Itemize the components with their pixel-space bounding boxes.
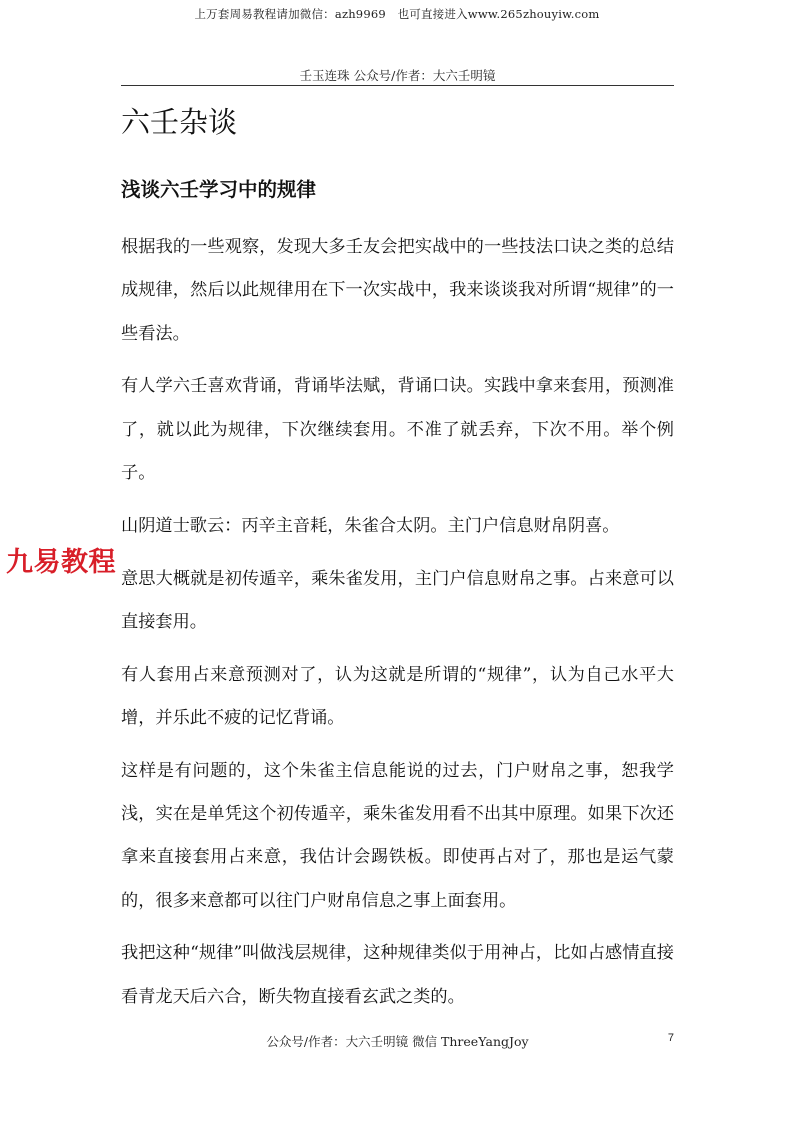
header-rule <box>121 85 674 86</box>
running-head: 壬玉连珠 公众号/作者：大六壬明镜 <box>299 68 496 83</box>
body-text <box>121 226 674 1029</box>
section-heading: 浅谈六壬学习中的规律 <box>121 178 317 201</box>
paragraph: 有人套用占来意预测对了，认为这就是所谓的“规律”，认为自己水平大增，并乐此不疲的记忆背诵。 <box>121 664 674 728</box>
page-number: 7 <box>667 1032 674 1044</box>
paragraph: 这样是有问题的，这个朱雀主信息能说的过去，门户财帛之事，恕我学浅，实在是单凭这个初传遁辛，乘朱雀发用看不出其中原理。如果下次还拿来直接套用占来意，我估计会踢铁板。即使再占对了，那也是运气蒙的，很多来意都可以往门户财帛信息之事上面套用。 <box>121 760 674 911</box>
promo-banner: 上万套周易教程请加微信：azh9969 也可直接进入www.265zhouyiw.com <box>194 7 600 21</box>
paragraph: 山阴道士歌云：丙辛主音耗，朱雀合太阴。主门户信息财帛阴喜。 <box>121 515 620 536</box>
paragraph: 意思大概就是初传遁辛，乘朱雀发用，主门户信息财帛之事。占来意可以直接套用。 <box>121 568 674 632</box>
paragraph: 有人学六壬喜欢背诵，背诵毕法赋，背诵口诀。实践中拿来套用，预测准了，就以此为规律，下次继续套用。不准了就丢弃，下次不用。举个例子。 <box>121 376 674 483</box>
paragraph: 我把这种“规律”叫做浅层规律，这种规律类似于用神占，比如占感情直接看青龙天后六合，断失物直接看玄武之类的。 <box>121 943 674 1007</box>
page-footer: 公众号/作者：大六壬明镜 微信 ThreeYangJoy <box>266 1034 529 1049</box>
watermark: 九易教程 <box>6 547 116 578</box>
page-title: 六壬杂谈 <box>121 105 238 139</box>
paragraph: 根据我的一些观察，发现大多壬友会把实战中的一些技法口诀之类的总结成规律，然后以此规律用在下一次实战中，我来谈谈我对所谓“规律”的一些看法。 <box>121 237 674 344</box>
